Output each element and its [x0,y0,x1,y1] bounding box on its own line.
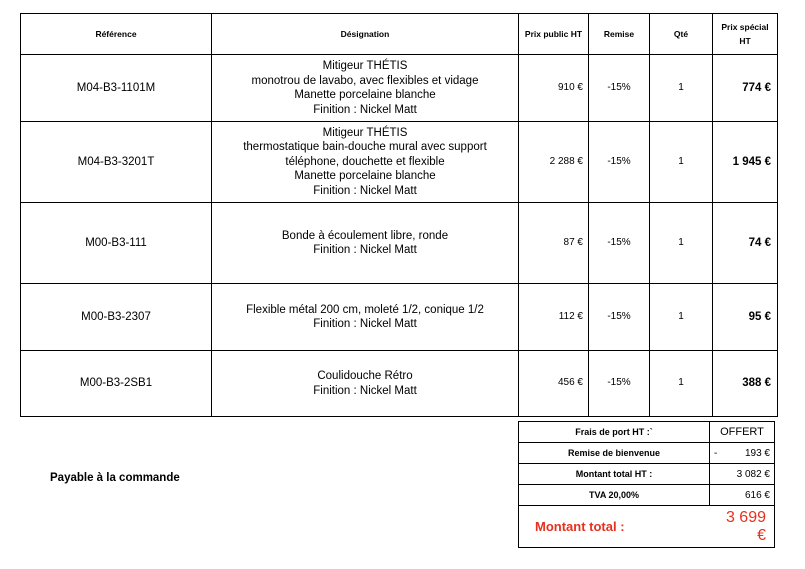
cell-reference: M04-B3-1101M [21,55,212,122]
table-row [21,55,778,122]
cell-remise: -15% [589,203,650,284]
table-row [21,284,778,351]
grand-total-label: Montant total : [519,506,710,548]
totals-row-shipping [519,422,775,443]
cell-reference: M00-B3-2SB1 [21,351,212,417]
designation-line: Bonde à écoulement libre, ronde [281,229,449,242]
header-remise: Remise [589,14,650,55]
cell-qte: 1 [650,351,713,417]
table-header-row [21,14,778,55]
designation-line: Coulidouche Rétro [317,370,413,382]
table-row [21,203,778,284]
designation-line: téléphone, douchette et flexible [285,155,445,168]
discount-value-cell [710,443,775,464]
cell-prix-public: 87 € [519,203,589,284]
designation-line: Mitigeur THÉTIS [322,126,408,139]
totals-row-ht [519,464,775,485]
designation-line: Finition : Nickel Matt [313,184,417,197]
designation-line: Flexible métal 200 cm, moleté 1/2, conique 1/2 [246,303,484,316]
cell-designation [212,203,519,284]
cell-prix-special: 95 € [713,284,778,351]
cell-designation [212,122,519,203]
designation-line: Finition : Nickel Matt [313,103,417,116]
cell-remise: -15% [589,55,650,122]
totals-table [518,421,775,548]
designation-line: Mitigeur THÉTIS [322,60,408,72]
cell-prix-public: 112 € [519,284,589,351]
cell-qte: 1 [650,122,713,203]
totals-row-tva [519,485,775,506]
cell-prix-special: 1 945 € [713,122,778,203]
cell-designation [212,284,519,351]
cell-reference: M04-B3-3201T [21,122,212,203]
shipping-value: OFFERT [710,422,775,443]
grand-total-value: 3 699 € [710,506,775,548]
total-ht-value: 3 082 € [710,464,775,485]
totals-row-discount [519,443,775,464]
table-row [21,122,778,203]
cell-reference: M00-B3-2307 [21,284,212,351]
discount-value: 193 € [744,447,770,459]
total-ht-label: Montant total HT : [519,464,710,485]
totals-row-final [519,506,775,548]
cell-prix-public: 910 € [519,55,589,122]
cell-prix-special: 774 € [713,55,778,122]
header-qte: Qté [650,14,713,55]
cell-prix-special: 388 € [713,351,778,417]
designation-line: monotrou de lavabo, avec flexibles et vidage [251,74,479,87]
discount-sign: - [714,447,718,459]
cell-designation [212,55,519,122]
cell-qte: 1 [650,284,713,351]
designation-line: thermostatique bain-douche mural avec support [243,141,487,154]
table-row [21,351,778,417]
cell-prix-public: 2 288 € [519,122,589,203]
designation-line: Finition : Nickel Matt [313,384,417,397]
payment-terms: Payable à la commande [50,472,180,484]
shipping-label: Frais de port HT :` [519,422,710,443]
cell-prix-special: 74 € [713,203,778,284]
designation-line: Manette porcelaine blanche [294,89,436,101]
cell-designation [212,351,519,417]
designation-line: Manette porcelaine blanche [294,170,436,183]
quote-table [20,13,778,417]
cell-prix-public: 456 € [519,351,589,417]
cell-qte: 1 [650,55,713,122]
cell-reference: M00-B3-111 [21,203,212,284]
header-designation: Désignation [212,14,519,55]
discount-label: Remise de bienvenue [519,443,710,464]
designation-line: Finition : Nickel Matt [313,244,417,256]
header-prix-public: Prix public HT [519,14,589,55]
cell-remise: -15% [589,284,650,351]
cell-remise: -15% [589,122,650,203]
header-reference: Référence [21,14,212,55]
header-prix-special: Prix spécial HT [713,14,778,55]
tva-label: TVA 20,00% [519,485,710,506]
designation-line: Finition : Nickel Matt [313,318,417,330]
cell-remise: -15% [589,351,650,417]
tva-value: 616 € [710,485,775,506]
cell-qte: 1 [650,203,713,284]
